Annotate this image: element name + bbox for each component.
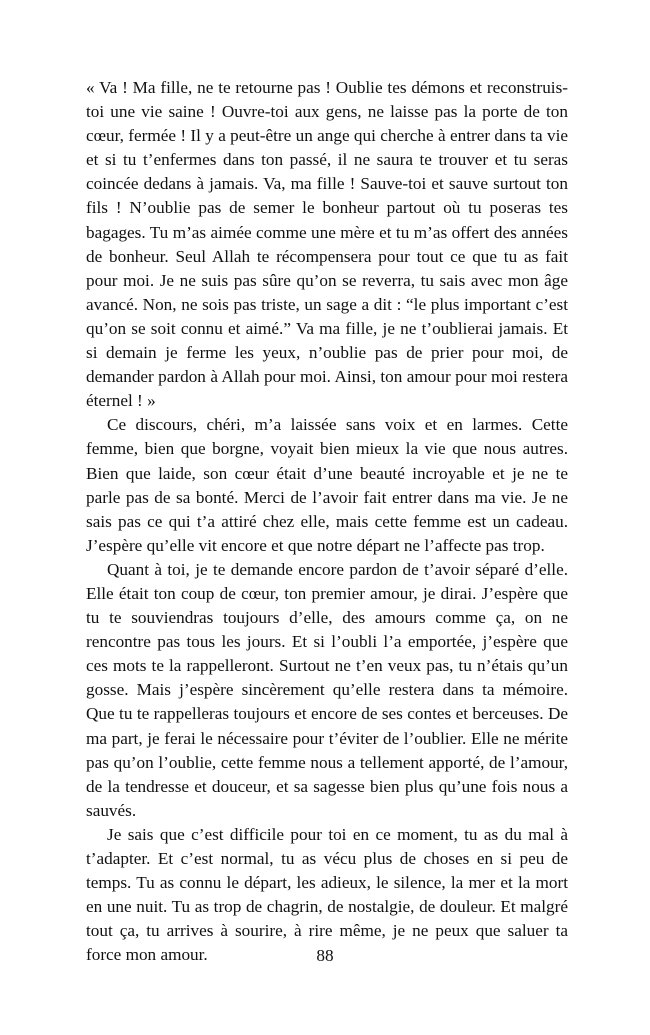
paragraph-3: Quant à toi, je te demande encore pardon de t’avoir séparé d’elle. Elle était ton coup de cœur, ton premier amour, je dirai. J’espère que tu te souviendras toujours d’elle, des amours comme ça, on ne rencontre pas tous les jours. Et si l’oubli l’a emportée, j’espère que ces mots te la rappelleront. Surtout ne t’en veux pas, tu n’étais qu’un gosse. Mais j’espère sincèrement qu’elle restera dans ta mémoire. Que tu te rappelleras toujours et encore de ses contes et berceuses. De ma part, je ferai le nécessaire pour t’éviter de l’oublier. Elle ne mérite pas qu’on l’oublie, cette femme nous a tellement apporté, de l’amour, de la tendresse et douceur, et sa sagesse bien plus qu’une fois nous a sauvés. xyxy=(86,559,568,820)
page-number: 88 xyxy=(316,946,334,965)
page-body xyxy=(86,76,568,967)
paragraph-2: Ce discours, chéri, m’a laissée sans voix et en larmes. Cette femme, bien que borgne, voyait bien mieux la vie que nous autres. Bien que laide, son cœur était d’une beauté incroyable et je ne te parle pas de sa bonté. Merci de l’avoir fait entrer dans ma vie. Je ne sais pas ce qui t’a attiré chez elle, mais cette femme est un cadeau. J’espère qu’elle vit encore et que notre départ ne l’affecte pas trop. xyxy=(86,415,568,555)
paragraph-4: Je sais que c’est difficile pour toi en ce moment, tu as du mal à t’adapter. Et c’est normal, tu as vécu plus de choses en si peu de temps. Tu as connu le départ, les adieux, le silence, la mer et la mort en une nuit. Tu as trop de chagrin, de nostalgie, de douleur. Et malgré tout ça, tu arrives à sourire, à rire même, je ne peux que saluer ta force mon amour. xyxy=(86,824,568,965)
paragraph-1: « Va ! Ma fille, ne te retourne pas ! Oublie tes démons et reconstruis-toi une vie saine ! Ouvre-toi aux gens, ne laisse pas la porte de ton cœur, fermée ! Il y a peut-être un ange qui cherche à entrer dans ta vie et si tu t’enfermes dans ton passé, il ne saura te trouver et tu seras coincée dedans à jamais. Va, ma fille ! Sauve-toi et sauve surtout ton fils ! N’oublie pas de semer le bonheur partout où tu poseras tes bagages. Tu m’as aimée comme une mère et tu m’as offert des années de bonheur. Seul Allah te récompensera pour tout ce que tu as fait pour moi. Je ne suis pas sûre qu’on se reverra, tu sais avec mon âge avancé. Non, ne sois pas triste, un sage a dit : “le plus important c’est qu’on se soit connu et aimé.” Va ma fille, je ne t’oublierai jamais. Et si demain je ferme les yeux, n’oublie pas de prier pour moi, de demander pardon à Allah pour moi. Ainsi, ton amour pour moi restera éternel ! » xyxy=(86,78,568,411)
